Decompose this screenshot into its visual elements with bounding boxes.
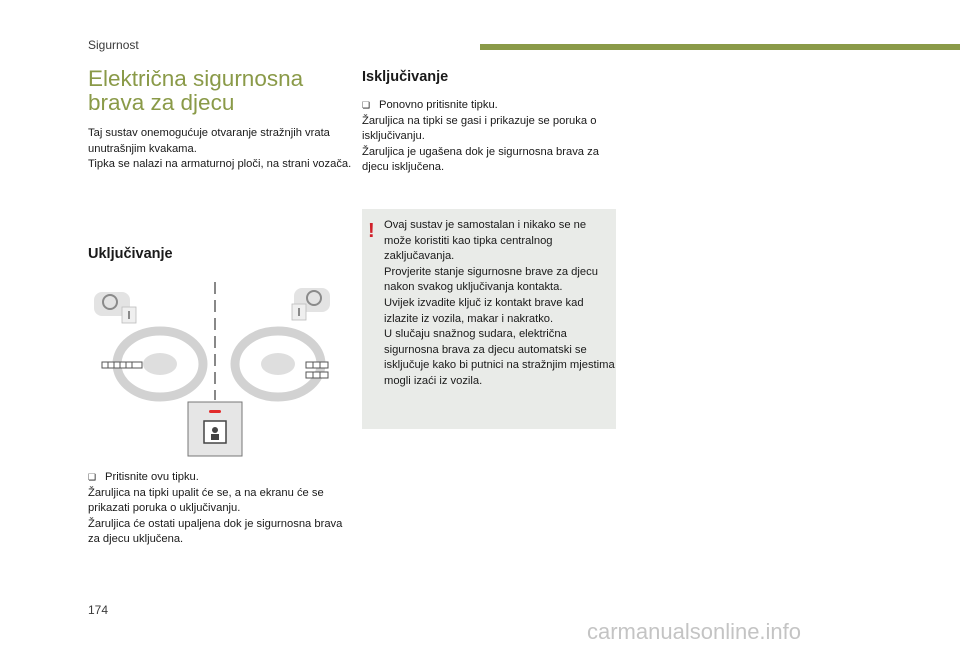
warning-paragraph-1: Ovaj sustav je samostalan i nikako se ne može koristiti kao tipka centralnog zaključavanja. <box>384 219 587 263</box>
title-line-2: brava za djecu <box>88 90 235 115</box>
bullet-icon: ❏ <box>88 472 97 482</box>
activation-step-text: Pritisnite ovu tipku. <box>105 471 199 483</box>
bullet-icon: ❏ <box>362 100 371 110</box>
warning-box <box>362 209 616 429</box>
deactivation-instructions <box>362 98 627 176</box>
warning-icon: ! <box>368 220 375 242</box>
steering-wheel-left <box>102 331 203 397</box>
heading-activation: Uključivanje <box>88 246 173 262</box>
deactivation-step <box>362 98 627 114</box>
page-title <box>88 67 303 115</box>
heading-deactivation: Isključivanje <box>362 69 449 85</box>
intro-paragraph-2: Tipka se nalazi na armaturnoj ploči, na strani vozača. <box>88 158 352 171</box>
warning-paragraph-3: Uvijek izvadite ključ iz kontakt brave kad izlazite iz vozila, makar i nakratko. <box>384 296 584 325</box>
warning-paragraph-2: Provjerite stanje sigurnosne brave za djecu nakon svakog uključivanja kontakta. <box>384 265 598 294</box>
dashboard-illustration <box>88 280 353 460</box>
child-lock-button <box>188 402 242 456</box>
page-number: 174 <box>88 603 109 617</box>
deactivation-paragraph-2: Žaruljica je ugašena dok je sigurnosna brava za djecu isključena. <box>362 145 599 174</box>
intro-text <box>88 126 358 173</box>
activation-paragraph-2: Žaruljica će ostati upaljena dok je sigurnosna brava za djecu uključena. <box>88 517 343 546</box>
activation-paragraph-1: Žaruljica na tipki upalit će se, a na ekranu će se prikazati poruka o uključivanju. <box>88 486 324 515</box>
deactivation-paragraph-1: Žaruljica na tipki se gasi i prikazuje se poruka o isključivanju. <box>362 114 597 143</box>
intro-paragraph-1: Taj sustav onemogućuje otvaranje stražnjih vrata unutrašnjim kvakama. <box>88 127 330 155</box>
section-label: Sigurnost <box>88 38 139 52</box>
steering-wheel-right <box>235 331 328 397</box>
watermark: carmanualsonline.info <box>587 619 802 644</box>
section-bar <box>480 44 960 50</box>
activation-instructions <box>88 470 353 548</box>
activation-step <box>88 470 353 486</box>
steering-indicator-left <box>94 292 136 323</box>
title-line-1: Električna sigurnosna <box>88 66 304 91</box>
steering-indicator-right <box>292 288 330 320</box>
warning-text <box>384 218 616 390</box>
deactivation-step-text: Ponovno pritisnite tipku. <box>379 99 498 111</box>
warning-paragraph-4: U slučaju snažnog sudara, električna sigurnosna brava za djecu automatski se isključuje kako bi putnici na stražnjim mjestima mogli izaći iz vozila. <box>384 328 615 387</box>
